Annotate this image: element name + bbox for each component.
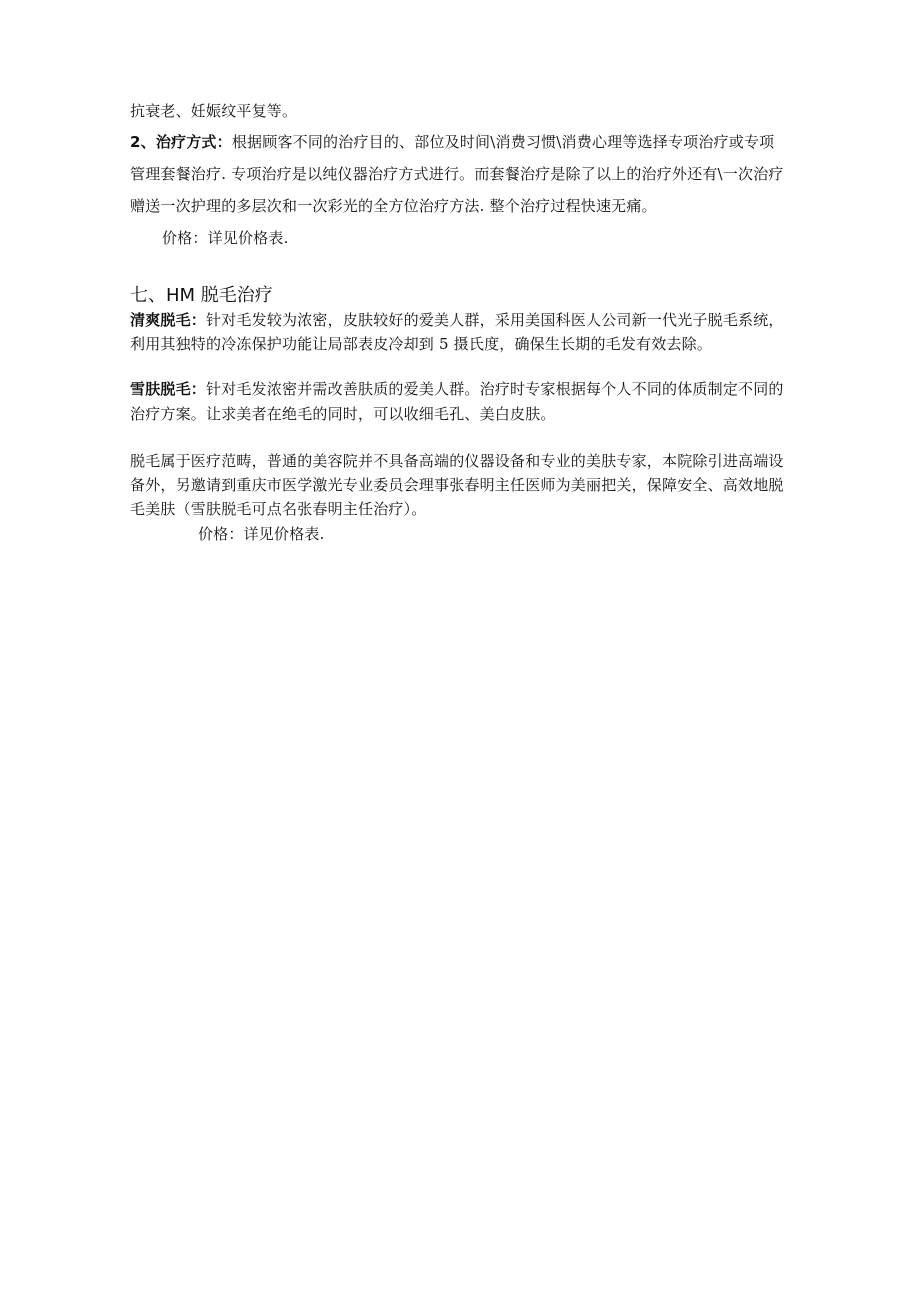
treatment-method-line-3: 赠送一次护理的多层次和一次彩光的全方位治疗方法. 整个治疗过程快速无痛。 bbox=[130, 197, 657, 215]
qingshuang-line-2: 利用其独特的冷冻保护功能让局部表皮冷却到 5 摄氏度，确保生长期的毛发有效去除。 bbox=[130, 335, 713, 353]
paragraph-line-1: 脱毛属于医疗范畴，普通的美容院并不具备高端的仪器设备和专业的美肤专家，本院除引进高端设 bbox=[130, 452, 784, 470]
price-note-1: 价格：详见价格表. bbox=[162, 229, 289, 247]
treatment-method-label: 2、治疗方式： bbox=[130, 133, 232, 151]
prev-section-line: 抗衰老、妊娠纹平复等。 bbox=[130, 102, 298, 120]
xuefu-line-2: 治疗方案。让求美者在绝毛的同时，可以收细毛孔、美白皮肤。 bbox=[130, 405, 556, 423]
xuefu-text-1: 针对毛发浓密并需改善肤质的爱美人群。治疗时专家根据每个人不同的体质制定不同的 bbox=[206, 380, 784, 398]
treatment-method-line-2: 管理套餐治疗. 专项治疗是以纯仪器治疗方式进行。而套餐治疗是除了以上的治疗外还有\一次治疗 bbox=[130, 165, 784, 183]
section-heading-hm: 七、HM 脱毛治疗 bbox=[130, 285, 273, 306]
treatment-method-line-1 bbox=[130, 131, 774, 153]
xuefu-line-1 bbox=[130, 378, 784, 400]
qingshuang-label: 清爽脱毛： bbox=[130, 311, 207, 329]
xuefu-label: 雪肤脱毛： bbox=[130, 380, 207, 398]
treatment-method-text-1: 根据顾客不同的治疗目的、部位及时间\消费习惯\消费心理等选择专项治疗或专项 bbox=[231, 133, 775, 151]
qingshuang-text-1: 针对毛发较为浓密，皮肤较好的爱美人群，采用美国科医人公司新一代光子脱毛系统， bbox=[206, 311, 784, 329]
price-note-2: 价格：详见价格表. bbox=[198, 525, 325, 543]
paragraph-line-3: 毛美肤（雪肤脱毛可点名张春明主任治疗）。 bbox=[130, 500, 427, 518]
paragraph-line-2: 备外，另邀请到重庆市医学激光专业委员会理事张春明主任医师为美丽把关，保障安全、高效地脱 bbox=[130, 476, 784, 494]
qingshuang-line-1 bbox=[130, 309, 784, 331]
